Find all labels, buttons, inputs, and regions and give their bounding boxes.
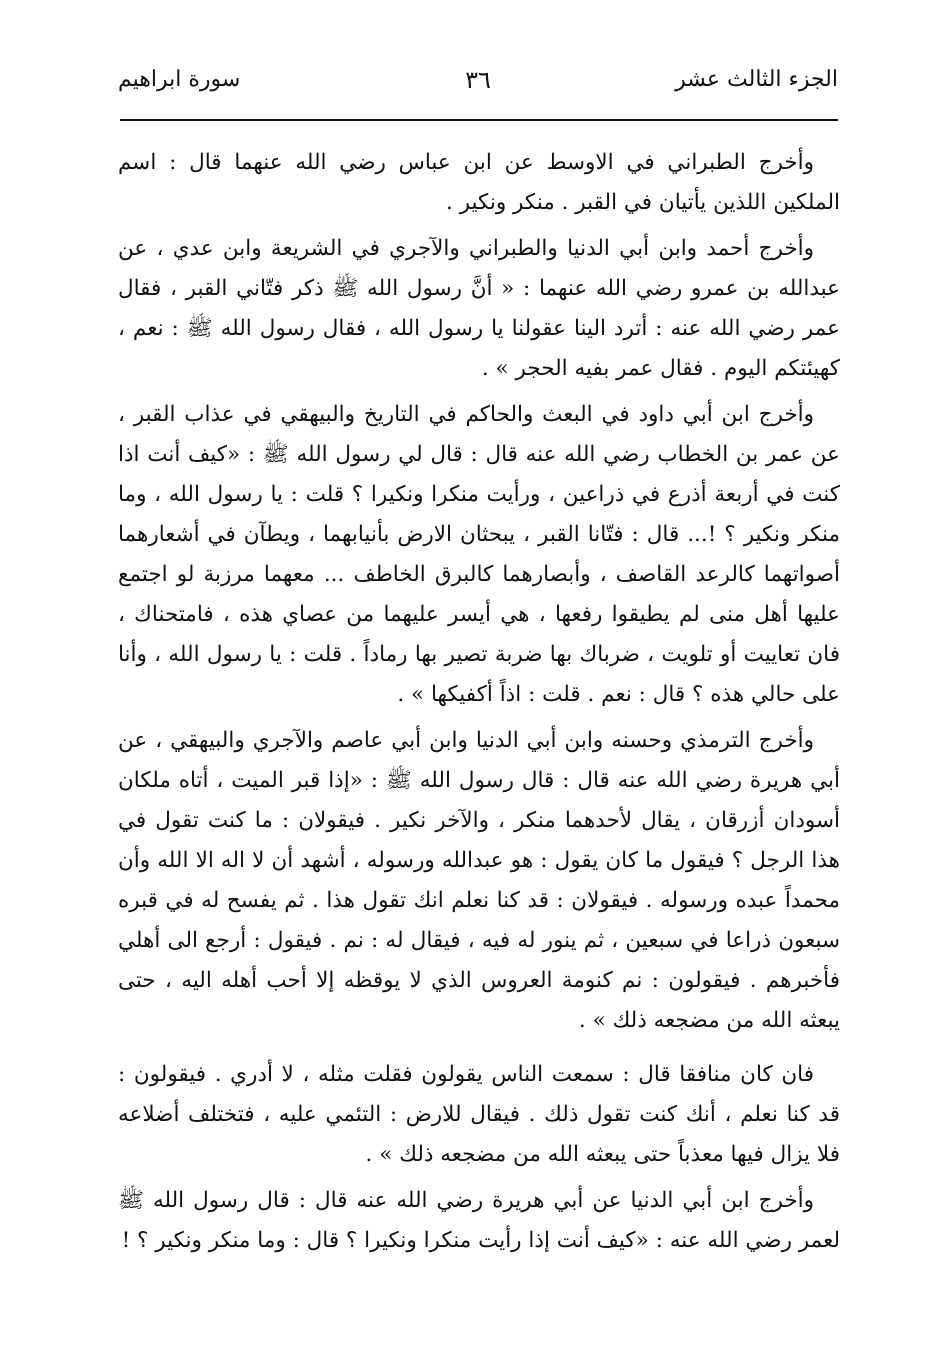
paragraph-4: وأخرج الترمذي وحسنه وابن أبي الدنيا وابن أبي عاصم والآجري والبيهقي ، عن أبي هريرة رضي الله عنه قال : قال رسول الله ﷺ : «إذا قبر الميت ، أتاه ملكان أسودان أزرقان ، يقال لأحدهما منكر ، والآخر نكير . فيقولان : ما كنت تقول في هذا الرجل ؟ فيقول ما كان يقول : هو عبدالله ورسوله ، أشهد أن لا اله الا الله وأن محمداً عبده ورسوله . فيقولان : قد كنا نعلم انك تقول هذا . ثم يفسح له في قبره سبعون ذراعا في سبعين ، ثم ينور له فيه ، فيقال له : نم . فيقول : أرجع الى أهلي فأخبرهم . فيقولون : نم كنومة العروس الذي لا يوقظه إلا أحب أهله اليه ، حتى يبعثه الله من مضجعه ذلك » . <box>118 728 840 1033</box>
header-divider <box>120 119 838 121</box>
page-number: ٣٦ <box>465 66 491 94</box>
paragraph-5: فان كان منافقا قال : سمعت الناس يقولون فقلت مثله ، لا أدري . فيقولون : قد كنا نعلم ، أنك كنت تقول ذلك . فيقال للارض : التئمي عليه ، فتختلف أضلاعه فلا يزال فيها معذباً حتى يبعثه الله من مضجعه ذلك » . <box>118 1062 840 1167</box>
page-body <box>118 143 840 1261</box>
paragraph-3: وأخرج ابن أبي داود في البعث والحاكم في التاريخ والبيهقي في عذاب القبر ، عن عمر بن الخطاب رضي الله عنه قال : قال لي رسول الله ﷺ : «كيف أنت اذا كنت في أربعة أذرع في ذراعين ، ورأيت منكرا ونكيرا ؟ قلت : يا رسول الله ، وما منكر ونكير ؟ !... قال : فتّانا القبر ، يبحثان الارض بأنيابهما ، ويطآن في أشعارهما أصواتهما كالرعد القاصف ، وأبصارهما كالبرق الخاطف ... معهما مرزبة لو اجتمع عليها أهل منى لم يطيقوا رفعها ، هي أيسر عليهما من عصاي هذه ، فامتحناك ، فان تعاييت أو تلويت ، ضرباك بها ضربة تصير بها رماداً . قلت : يا رسول الله ، وأنا على حالي هذه ؟ قال : نعم . قلت : اذاً أكفيكها » . <box>118 402 840 707</box>
page-header <box>118 58 838 102</box>
part-title: الجزء الثالث عشر <box>675 67 838 92</box>
surah-title: سورة ابراهيم <box>118 67 241 92</box>
paragraph-1: وأخرج الطبراني في الاوسط عن ابن عباس رضي الله عنهما قال : اسم الملكين اللذين يأتيان في القبر . منكر ونكير . <box>118 150 840 215</box>
paragraph-6: وأخرج ابن أبي الدنيا عن أبي هريرة رضي الله عنه قال : قال رسول الله ﷺ لعمر رضي الله عنه : «كيف أنت إذا رأيت منكرا ونكيرا ؟ قال : وما منكر ونكير ؟ ! <box>118 1188 840 1253</box>
paragraph-2: وأخرج أحمد وابن أبي الدنيا والطبراني والآجري في الشريعة وابن عدي ، عن عبدالله بن عمرو رضي الله عنهما : « أنَّ رسول الله ﷺ ذكر فتّاني القبر ، فقال عمر رضي الله عنه : أترد الينا عقولنا يا رسول الله ، فقال رسول الله ﷺ : نعم ، كهيئتكم اليوم . فقال عمر بفيه الحجر » . <box>118 236 840 381</box>
